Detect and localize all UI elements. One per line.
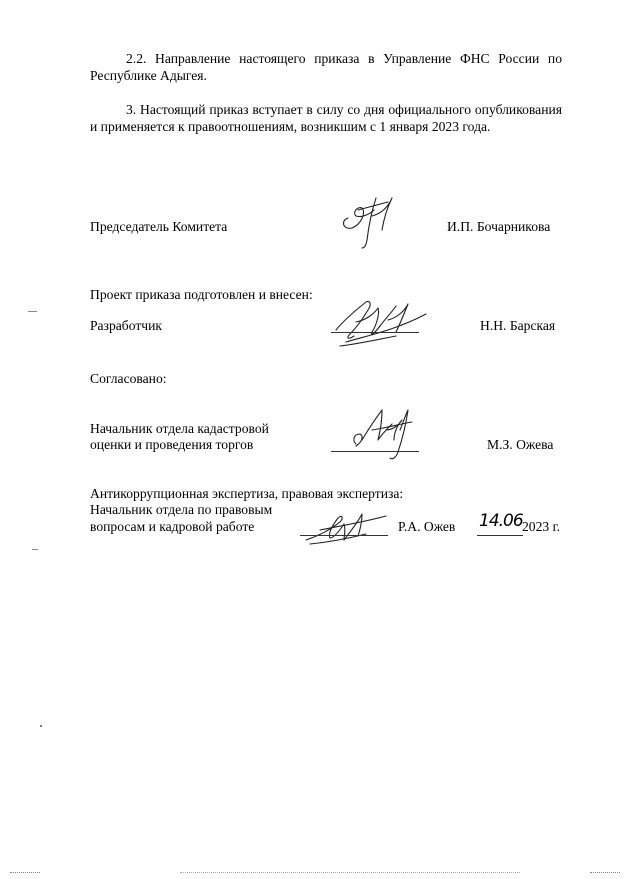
- cadastral-signature: [342, 400, 422, 464]
- legal-signature: [300, 496, 390, 548]
- scan-mark: [28, 311, 37, 312]
- legal-signature-line: [300, 535, 388, 536]
- chairman-name: И.П. Бочарникова: [447, 219, 551, 234]
- cadastral-name: М.З. Ожева: [487, 437, 554, 452]
- paragraph-3: 3. Настоящий приказ вступает в силу со дня официального опубликования и применяется к правоотношениям, возникшим с 1 января 2023 года.: [90, 102, 562, 134]
- scan-edge: [590, 872, 620, 873]
- legal-position-line2: вопросам и кадровой работе: [90, 519, 255, 534]
- date-underline: [477, 535, 523, 536]
- developer-name: Н.Н. Барская: [480, 318, 556, 333]
- scan-mark: [32, 549, 38, 550]
- legal-year: 2023 г.: [522, 519, 561, 534]
- cadastral-position-line1: Начальник отдела кадастровой: [90, 421, 269, 436]
- chairman-position: Председатель Комитета: [90, 219, 228, 234]
- scan-edge: [10, 872, 40, 873]
- agreed-heading: Согласовано:: [90, 371, 167, 386]
- prepared-heading: Проект приказа подготовлен и внесен:: [90, 287, 313, 302]
- developer-position: Разработчик: [90, 318, 162, 333]
- cadastral-position-line2: оценки и проведения торгов: [90, 437, 254, 452]
- expertise-heading: Антикоррупционная экспертиза, правовая экспертиза:: [90, 486, 404, 501]
- scan-mark: [40, 725, 42, 727]
- paragraph-2-2: 2.2. Направление настоящего приказа в Управление ФНС России по Республике Адыгея.: [90, 51, 562, 83]
- cadastral-signature-line: [331, 451, 419, 452]
- developer-signature-line: [331, 332, 419, 333]
- legal-position-line1: Начальник отдела по правовым: [90, 502, 273, 517]
- scan-edge: [180, 872, 520, 873]
- legal-name: Р.А. Ожев: [398, 519, 456, 534]
- handwritten-date: 14.06: [479, 511, 523, 531]
- chairman-signature: [336, 188, 406, 250]
- developer-signature: [326, 290, 436, 352]
